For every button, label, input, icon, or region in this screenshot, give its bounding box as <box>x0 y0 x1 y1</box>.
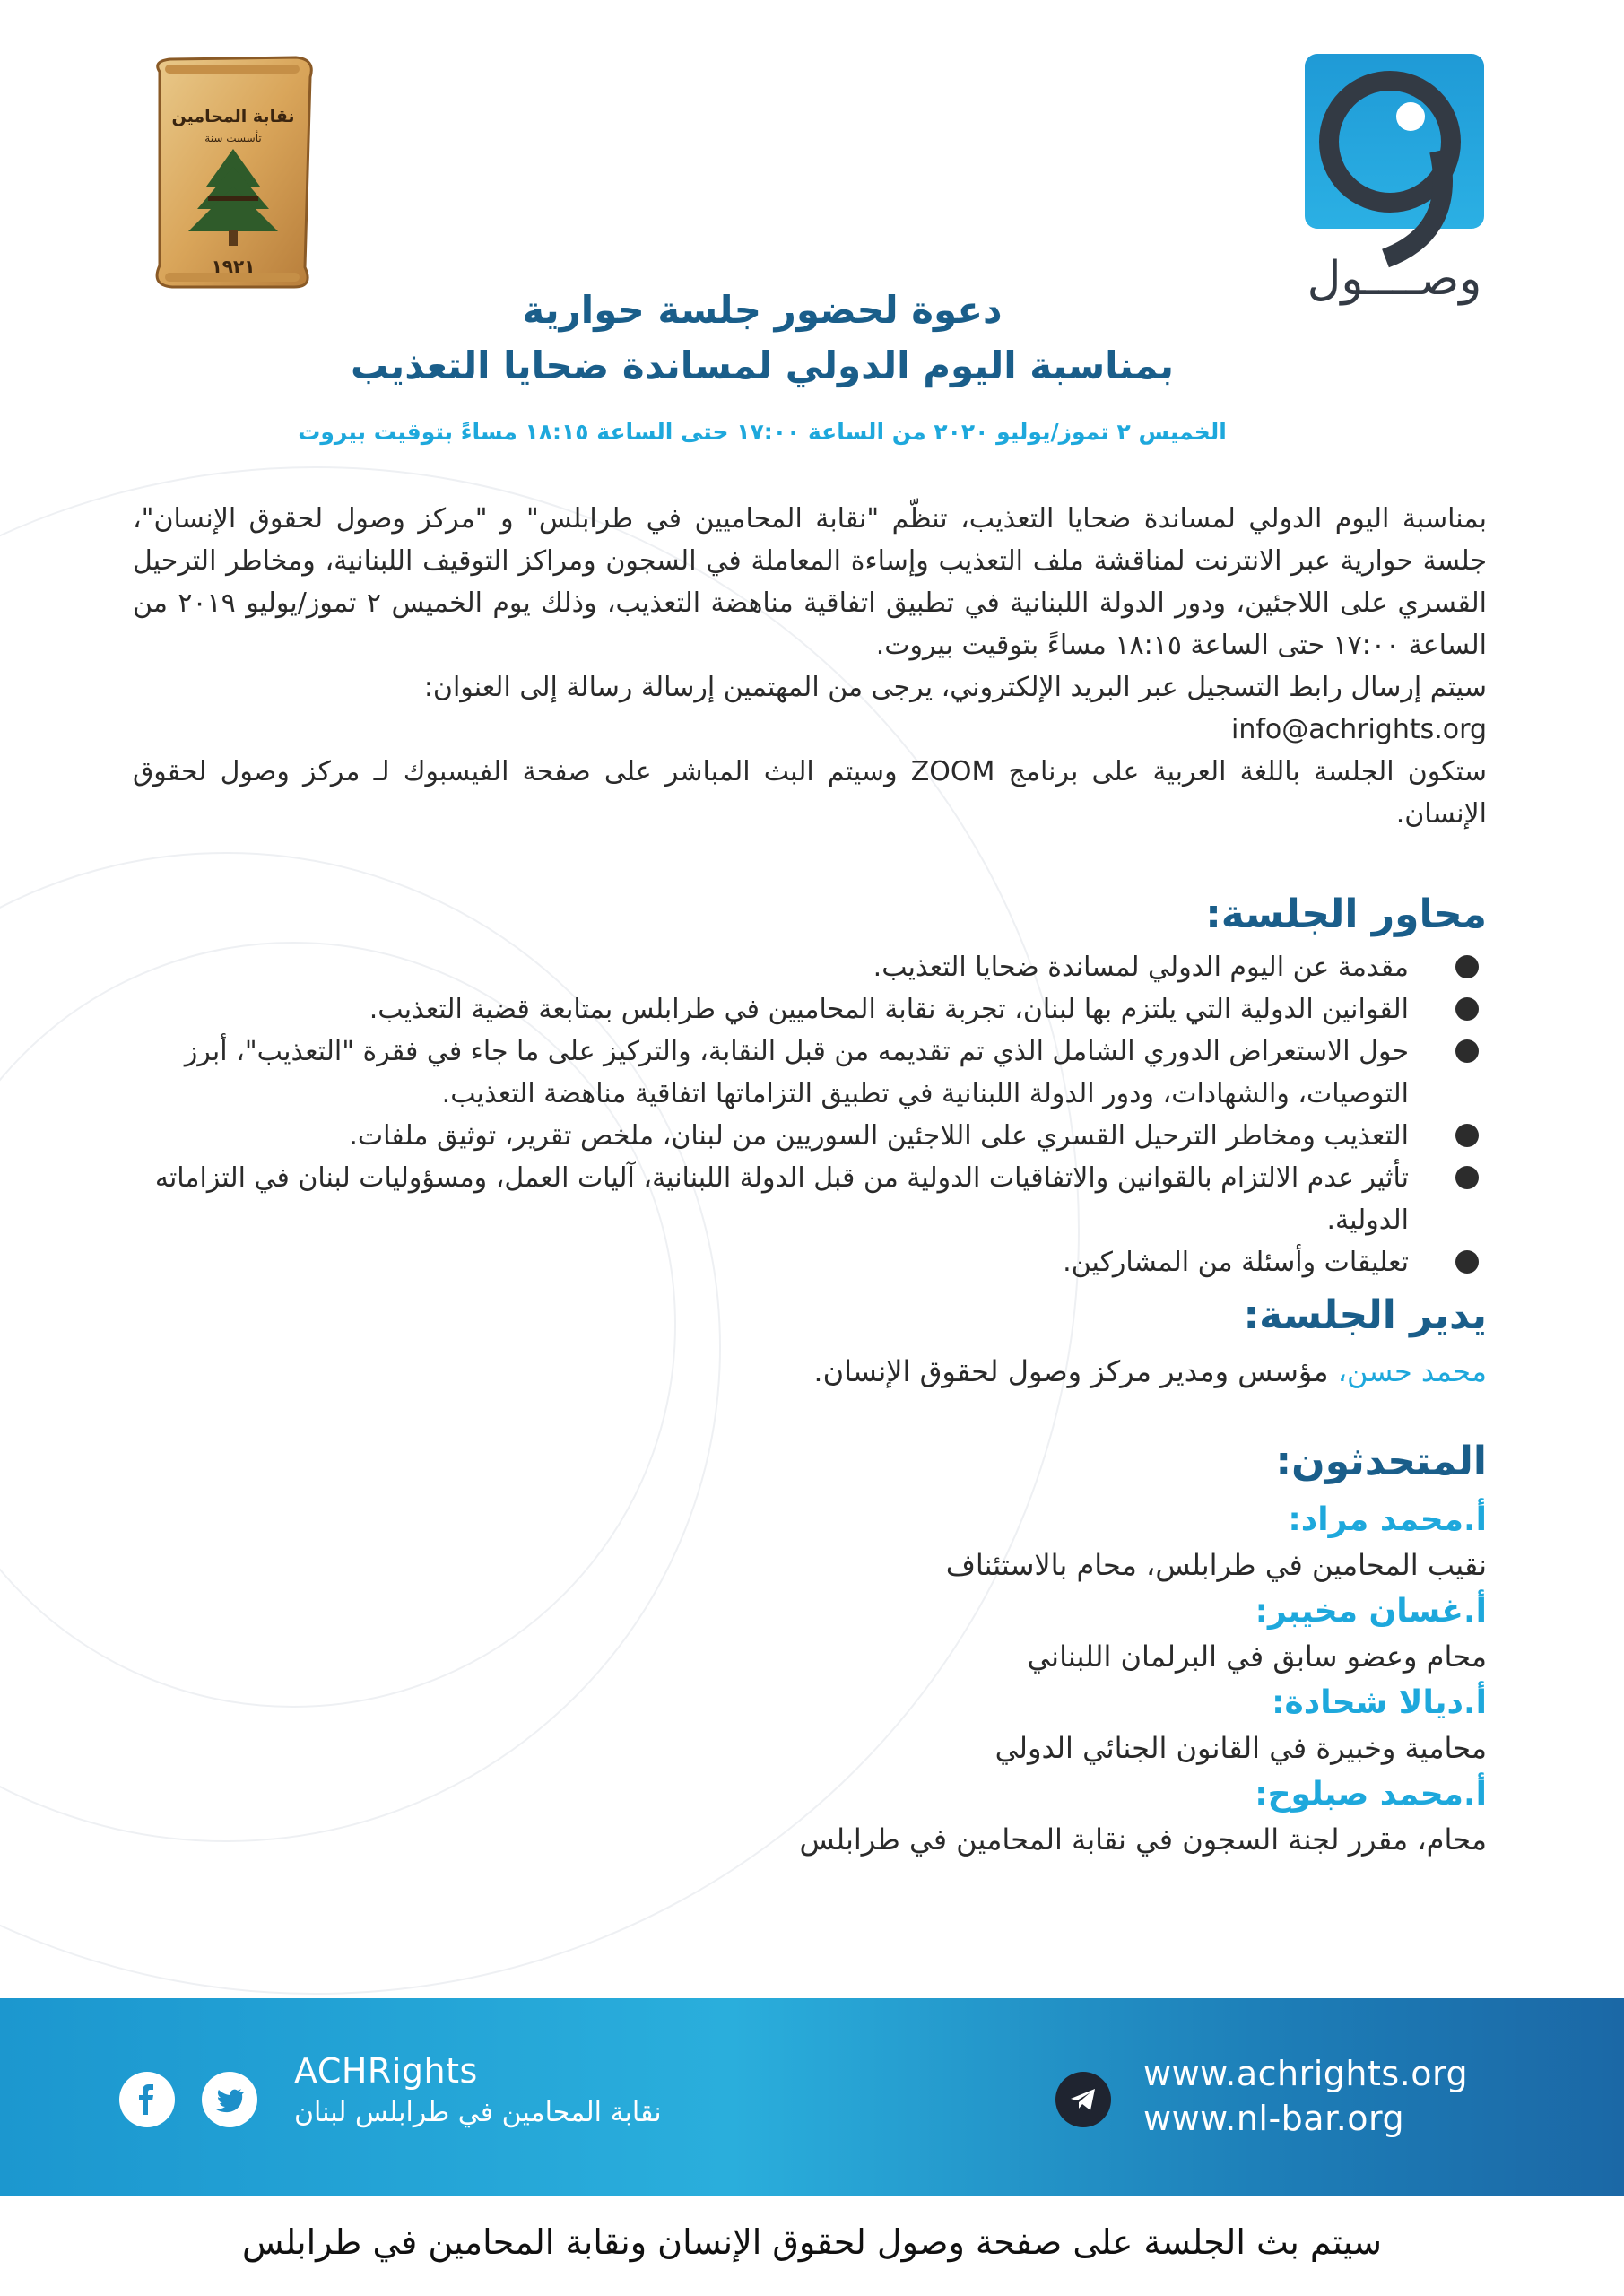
title-line-1: دعوة لحضور جلسة حوارية <box>522 288 1003 332</box>
wusul-logo-text: وصــــول <box>1307 252 1482 306</box>
topic-text: مقدمة عن اليوم الدولي لمساندة ضحايا التعذيب. <box>873 952 1409 983</box>
title-block <box>269 283 1255 445</box>
moderator-line <box>813 1350 1487 1393</box>
wusul-logo <box>1305 52 1489 308</box>
speaker-name: أ.محمد صبلوح: <box>1255 1776 1487 1813</box>
topic-text: تأثير عدم الالتزام بالقوانين والاتفاقيات الدولية من قبل الدولة اللبنانية، آليات العمل، ومسؤوليات لبنان في التزاماته الدولية. <box>154 1162 1409 1236</box>
registration-paragraph: سيتم إرسال رابط التسجيل عبر البريد الإلكتروني، يرجى من المهتمين إرسالة رسالة إلى العنوان: <box>423 672 1487 703</box>
topic-text: القوانين الدولية التي يلتزم بها لبنان، تجربة نقابة المحاميين في طرابلس بمتابعة قضية التعذيب. <box>369 994 1409 1025</box>
list-item <box>135 946 1498 988</box>
speaker-role: نقيب المحامين في طرابلس، محام بالاستئناف <box>945 1548 1487 1582</box>
list-item <box>135 1115 1498 1157</box>
list-item <box>135 1031 1498 1115</box>
speaker-name: أ.محمد مراد: <box>1288 1501 1487 1538</box>
social-handle[interactable]: ACHRights <box>294 2051 478 2091</box>
bar-logo-subtitle: تأسست سنة <box>204 132 262 144</box>
intro-text <box>133 498 1487 835</box>
speaker-role: محام، مقرر لجنة السجون في نقابة المحامين في طرابلس <box>799 1822 1487 1857</box>
bullet-icon <box>1455 1166 1479 1189</box>
topic-text: حول الاستعراض الدوري الشامل الذي تم تقديمه من قبل النقابة، والتركيز على ما جاء في فقرة "التعذيب"، أبرز التوصيات، والشهادات، ودور الدولة اللبنانية في تطبيق التزاماتها اتفاقية مناهضة التعذيب. <box>184 1036 1409 1109</box>
telegram-icon[interactable] <box>1055 2072 1111 2127</box>
speaker-name: أ.ديالا شحادة: <box>1272 1684 1487 1721</box>
speaker-role: محام وعضو سابق في البرلمان اللبناني <box>1027 1639 1487 1674</box>
topics-heading: محاور الجلسة: <box>1205 891 1487 937</box>
bar-logo-year: ١٩٢١ <box>211 256 256 277</box>
event-date: الخميس ٢ تموز/يوليو ٢٠٢٠ من الساعة ١٧:٠٠ حتى الساعة ١٨:١٥ مساءً بتوقيت بيروت <box>298 419 1227 445</box>
intro-paragraph: بمناسبة اليوم الدولي لمساندة ضحايا التعذيب، تنظّم "نقابة المحاميين في طرابلس" و "مركز وصول لحقوق الإنسان"، جلسة حوارية عبر الانترنت لمناقشة ملف التعذيب وإساءة المعاملة في السجون ومراكز التوقيف اللبنانية، ومخاطر الترحيل القسري على اللاجئين، ودور الدولة اللبنانية في تطبيق اتفاقية مناهضة التعذيب، وذلك يوم الخميس ٢ تموز/يوليو ٢٠١٩ من الساعة ١٧:٠٠ حتى الساعة ١٨:١٥ مساءً بتوقيت بيروت. <box>133 503 1487 661</box>
topics-list <box>135 946 1498 1283</box>
speaker-name: أ.غسان مخيبر: <box>1255 1593 1487 1630</box>
bullet-icon <box>1455 1124 1479 1147</box>
topic-text: التعذيب ومخاطر الترحيل القسري على اللاجئين السوريين من لبنان، ملخص تقرير، توثيق ملفات. <box>349 1120 1409 1152</box>
website-link-achrights[interactable]: www.achrights.org <box>1143 2054 1469 2093</box>
moderator-name: محمد حسن، <box>1337 1354 1487 1388</box>
topic-text: تعليقات وأسئلة من المشاركين. <box>1063 1247 1409 1278</box>
title-line-2: بمناسبة اليوم الدولي لمساندة ضحايا التعذيب <box>350 344 1175 387</box>
twitter-icon[interactable] <box>202 2072 257 2127</box>
contact-email[interactable]: info@achrights.org <box>1230 714 1487 745</box>
speakers-heading: المتحدثون: <box>1275 1439 1487 1484</box>
bar-logo-title: نقابة المحامين <box>171 107 295 126</box>
zoom-paragraph: ستكون الجلسة باللغة العربية على برنامج ZOOM وسيتم البث المباشر على صفحة الفيسبوك لـ مركز وصول لحقوق الإنسان. <box>133 756 1487 830</box>
bullet-icon <box>1455 955 1479 978</box>
list-item <box>135 1241 1498 1283</box>
bar-association-logo <box>143 52 323 294</box>
speakers-list <box>411 1498 1487 1864</box>
bullet-icon <box>1455 1250 1479 1274</box>
bar-association-name: نقابة المحامين في طرابلس لبنان <box>294 2097 662 2128</box>
website-link-nl-bar[interactable]: www.nl-bar.org <box>1143 2099 1405 2138</box>
moderator-heading: يدير الجلسة: <box>1243 1292 1487 1338</box>
moderator-role: مؤسس ومدير مركز وصول لحقوق الإنسان. <box>813 1354 1338 1388</box>
speaker-role: محامية وخبيرة في القانون الجنائي الدولي <box>994 1731 1487 1765</box>
list-item <box>135 988 1498 1031</box>
broadcast-note: سيتم بث الجلسة على صفحة وصول لحقوق الإنسان ونقابة المحامين في طرابلس <box>242 2222 1382 2262</box>
facebook-icon[interactable] <box>119 2072 175 2127</box>
list-item <box>135 1157 1498 1241</box>
bullet-icon <box>1455 997 1479 1021</box>
bullet-icon <box>1455 1039 1479 1063</box>
